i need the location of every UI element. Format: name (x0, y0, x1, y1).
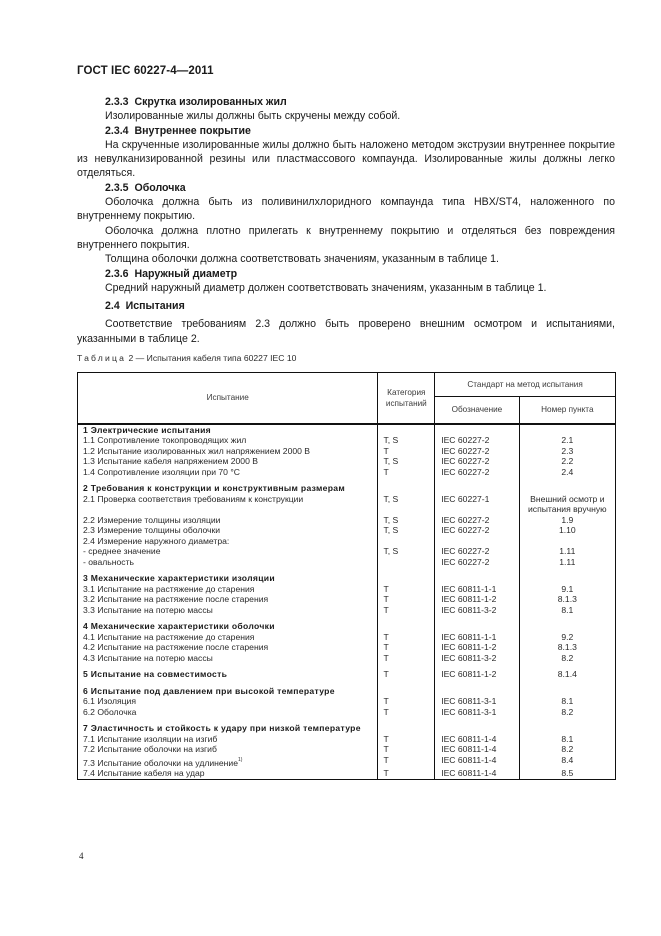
cell-text: 8.1.3 (557, 642, 577, 652)
cell-text: T (383, 744, 389, 754)
cell-text: T (383, 594, 389, 604)
cell-text: 1.3 Испытание кабеля напряжением 2000 В (83, 456, 258, 466)
table-group-row (78, 723, 616, 734)
cell-category (378, 456, 435, 467)
cell-text: 1.1 Сопротивление токопроводящих жил (83, 435, 247, 445)
cell-text: 4 Механические характеристики оболочки (83, 621, 275, 631)
cell-clause (519, 734, 615, 745)
table-row (78, 494, 616, 515)
cell-test (78, 456, 378, 467)
cell-test (78, 642, 378, 653)
cell-text: 2.3 Измерение толщины оболочки (83, 525, 221, 535)
cell-text: 8.4 (561, 754, 574, 765)
cell-test (78, 446, 378, 457)
cell-text: IEC 60227-2 (441, 466, 490, 477)
header-standard: Стандарт на метод испытания (435, 373, 616, 397)
cell-test (78, 525, 378, 536)
cell-category (378, 573, 435, 584)
cell-text: 2.1 (561, 435, 574, 445)
cell-text: 4.2 Испытание на растяжение после старения (83, 642, 269, 652)
cell-category (378, 768, 435, 779)
cell-clause (519, 642, 615, 653)
cell-designation (435, 446, 519, 457)
cell-text: 2.4 (561, 466, 574, 477)
cell-clause (519, 723, 615, 734)
cell-text: - овальность (83, 556, 135, 567)
table-group-row (78, 424, 616, 436)
table-row (78, 594, 616, 605)
cell-clause (519, 755, 615, 769)
table-row (78, 744, 616, 755)
cell-test (78, 573, 378, 584)
cell-category (378, 686, 435, 697)
cell-text: IEC 60811-1-2 (441, 642, 497, 652)
cell-text: IEC 60811-3-1 (441, 706, 497, 717)
cell-text: IEC 60811-1-1 (441, 583, 497, 594)
cell-designation (435, 536, 519, 547)
table-row (78, 696, 616, 707)
cell-designation (435, 686, 519, 697)
cell-test (78, 707, 378, 718)
cell-designation (435, 632, 519, 643)
cell-text: T (383, 445, 389, 456)
cell-category (378, 632, 435, 643)
page-number: 4 (79, 851, 84, 861)
cell-text: IEC 60811-1-2 (441, 594, 497, 604)
cell-text: IEC 60227-2 (441, 546, 490, 556)
cell-clause (519, 494, 615, 515)
table-group-row (78, 686, 616, 697)
table-row (78, 435, 616, 446)
cell-clause (519, 621, 615, 632)
cell-text: 8.5 (561, 768, 574, 778)
cell-text: IEC 60227-2 (441, 514, 490, 525)
section-heading-2-3-4: 2.3.4 Внутреннее покрытие (105, 124, 251, 137)
cell-test (78, 755, 378, 769)
cell-test (78, 734, 378, 745)
cell-text: 9.2 (561, 631, 574, 642)
cell-text: IEC 60811-1-4 (441, 754, 497, 765)
cell-text: 3 Механические характеристики изоляции (83, 573, 275, 583)
cell-clause (519, 557, 615, 568)
table-row (78, 605, 616, 616)
cell-clause (519, 467, 615, 478)
cell-text: 6.1 Изоляция (83, 696, 136, 706)
cell-text: T, S (383, 435, 399, 445)
cell-category (378, 594, 435, 605)
cell-text: IEC 60227-2 (441, 525, 490, 535)
cell-designation (435, 696, 519, 707)
cell-text: - среднее значение (83, 546, 161, 556)
cell-test (78, 653, 378, 664)
table-row (78, 707, 616, 718)
cell-category (378, 669, 435, 680)
cell-text: T, S (383, 493, 399, 504)
cell-clause (519, 456, 615, 467)
cell-test (78, 744, 378, 755)
cell-test (78, 584, 378, 595)
cell-clause (519, 515, 615, 526)
table-row (78, 456, 616, 467)
cell-category (378, 723, 435, 734)
tests-table (77, 372, 616, 780)
cell-designation (435, 707, 519, 718)
cell-text: 2.4 Измерение наружного диаметра: (83, 535, 230, 546)
cell-category (378, 525, 435, 536)
table-row (78, 467, 616, 478)
cell-text: T (383, 706, 389, 717)
cell-test (78, 515, 378, 526)
header-clause: Номер пункта (519, 397, 615, 424)
cell-text: 1.11 (559, 556, 576, 567)
cell-text: 1.9 (561, 514, 574, 525)
footnote-mark: 1) (238, 756, 243, 763)
cell-test (78, 669, 378, 680)
table-row (78, 632, 616, 643)
cell-test (78, 686, 378, 697)
cell-clause (519, 584, 615, 595)
section-heading-2-3-6: 2.3.6 Наружный диаметр (105, 267, 238, 280)
cell-text: 8.2 (561, 652, 574, 663)
cell-text: T (383, 696, 389, 706)
cell-text: 1.4 Сопротивление изоляции при 70 °С (83, 466, 240, 477)
cell-clause (519, 435, 615, 446)
cell-test (78, 546, 378, 557)
cell-clause (519, 768, 615, 779)
table-row (78, 546, 616, 557)
paragraph: Изолированные жилы должны быть скручены между собой. (105, 110, 401, 123)
cell-text: 7.4 Испытание кабеля на удар (83, 768, 205, 778)
cell-text: Внешний осмотр и испытания вручную (527, 493, 607, 514)
cell-text: 7 Эластичность и стойкость к удару при низкой температуре (83, 723, 361, 733)
cell-test (78, 494, 378, 515)
cell-text: 1.2 Испытание изолированных жил напряжением 2000 В (83, 445, 311, 456)
cell-clause (519, 573, 615, 584)
cell-designation (435, 755, 519, 769)
cell-text: IEC 60811-3-2 (441, 652, 497, 663)
cell-clause (519, 696, 615, 707)
cell-category (378, 536, 435, 547)
cell-designation (435, 557, 519, 568)
cell-text: 8.1.4 (557, 669, 577, 679)
cell-text: T (383, 604, 389, 615)
paragraph: Соответствие требованиям 2.3 должно быть проверено внешним осмотром и испытаниями, указанными в таблице 2. (77, 318, 615, 345)
cell-designation (435, 435, 519, 446)
cell-text: 8.2 (561, 744, 574, 754)
cell-text: IEC 60811-1-4 (441, 733, 497, 744)
cell-category (378, 734, 435, 745)
cell-text: T (383, 466, 389, 477)
cell-text: IEC 60811-1-4 (441, 768, 497, 778)
cell-text: T, S (383, 514, 399, 525)
cell-text: 8.1.3 (557, 594, 577, 604)
cell-designation (435, 653, 519, 664)
cell-clause (519, 483, 615, 494)
cell-test (78, 723, 378, 734)
cell-text: IEC 60227-2 (441, 445, 490, 456)
cell-designation (435, 723, 519, 734)
cell-category (378, 446, 435, 457)
cell-designation (435, 467, 519, 478)
cell-designation (435, 744, 519, 755)
table-row (78, 653, 616, 664)
cell-text: IEC 60811-3-1 (441, 696, 497, 706)
table-row (78, 642, 616, 653)
header-category: Категория испытаний (378, 373, 435, 424)
cell-category (378, 467, 435, 478)
table-group-row (78, 573, 616, 584)
table-caption-number: 2 (128, 353, 134, 363)
cell-text: IEC 60227-2 (441, 456, 490, 466)
paragraph: Толщина оболочки должна соответствовать значениям, указанным в таблице 1. (105, 253, 500, 266)
cell-text: T, S (383, 546, 399, 556)
cell-category (378, 653, 435, 664)
table-group-row (78, 483, 616, 494)
cell-designation (435, 546, 519, 557)
cell-test (78, 605, 378, 616)
cell-designation (435, 515, 519, 526)
body-text (77, 95, 615, 346)
cell-text: IEC 60811-1-1 (441, 631, 497, 642)
table-caption-title: — Испытания кабеля типа 60227 IEC 10 (135, 353, 297, 363)
paragraph: На скрученные изолированные жилы должно быть наложено методом экструзии внутреннее покрытие из невулканизированной резины или пластмассового компаунда. Изолированные жилы должны легко отделяться. (77, 138, 615, 180)
cell-category (378, 621, 435, 632)
cell-text: 4.3 Испытание на потерю массы (83, 652, 213, 663)
cell-designation (435, 605, 519, 616)
cell-clause (519, 424, 615, 436)
table-row (78, 734, 616, 745)
cell-text: 9.1 (561, 583, 574, 594)
cell-text: T, S (383, 456, 399, 466)
table-row (78, 536, 616, 547)
cell-designation (435, 456, 519, 467)
table-row (78, 557, 616, 568)
cell-text: 4.1 Испытание на растяжение до старения (83, 631, 255, 642)
cell-designation (435, 734, 519, 745)
cell-clause (519, 546, 615, 557)
cell-clause (519, 446, 615, 457)
cell-text: IEC 60227-1 (441, 493, 490, 504)
cell-designation (435, 594, 519, 605)
table-row (78, 755, 616, 769)
cell-text: IEC 60227-2 (441, 556, 490, 567)
cell-category (378, 605, 435, 616)
cell-text: T (383, 583, 389, 594)
cell-text: 8.1 (561, 604, 574, 615)
cell-test (78, 557, 378, 568)
cell-text: 3.1 Испытание на растяжение до старения (83, 583, 255, 594)
cell-text: T (383, 642, 389, 652)
cell-clause (519, 707, 615, 718)
cell-category (378, 642, 435, 653)
cell-category (378, 515, 435, 526)
cell-test (78, 696, 378, 707)
cell-test (78, 435, 378, 446)
cell-category (378, 707, 435, 718)
cell-designation (435, 768, 519, 779)
section-heading-2-3-5: 2.3.5 Оболочка (105, 181, 186, 194)
cell-designation (435, 424, 519, 436)
table-row (78, 446, 616, 457)
cell-test (78, 594, 378, 605)
section-heading-2-3-3: 2.3.3 Скрутка изолированных жил (105, 96, 287, 108)
cell-test (78, 483, 378, 494)
cell-text: 5 Испытание на совместимость (83, 669, 228, 679)
cell-category (378, 584, 435, 595)
paragraph: Оболочка должна плотно прилегать к внутреннему покрытию и отделяться без повреждения внутреннего покрытия. (77, 224, 615, 251)
cell-text: T (383, 733, 389, 744)
cell-text: 6.2 Оболочка (83, 706, 137, 717)
cell-text: 8.1 (561, 733, 574, 744)
table-row (78, 515, 616, 526)
cell-text: 7.2 Испытание оболочки на изгиб (83, 744, 217, 754)
cell-text: 2 Требования к конструкции и конструктивным размерам (83, 483, 346, 493)
cell-text: IEC 60811-1-2 (441, 669, 497, 679)
cell-clause (519, 594, 615, 605)
cell-test (78, 632, 378, 643)
header-designation: Обозначение (435, 397, 519, 424)
cell-designation (435, 494, 519, 515)
paragraph: Средний наружный диаметр должен соответствовать значениям, указанным в таблице 1. (105, 281, 547, 294)
cell-text: T (383, 669, 389, 679)
cell-clause (519, 605, 615, 616)
paragraph: Оболочка должна быть из поливинилхлоридного компаунда типа HBX/ST4, наложенного по внутреннему покрытию. (77, 196, 615, 223)
cell-text: 2.3 (561, 445, 574, 456)
cell-text: T (383, 754, 389, 765)
cell-text: IEC 60811-3-2 (441, 604, 497, 615)
cell-text: 8.2 (561, 706, 574, 717)
cell-text: 2.1 Проверка соответствия требованиям к конструкции (83, 493, 304, 504)
cell-text: 1 Электрические испытания (83, 424, 211, 435)
cell-category (378, 435, 435, 446)
table-row (78, 525, 616, 536)
cell-designation (435, 669, 519, 680)
header-test: Испытание (78, 373, 378, 424)
cell-text: 7.1 Испытание изоляции на изгиб (83, 733, 218, 744)
cell-designation (435, 483, 519, 494)
cell-text: 6 Испытание под давлением при высокой температуре (83, 685, 335, 696)
cell-text: T, S (383, 525, 399, 535)
cell-category (378, 494, 435, 515)
cell-test (78, 424, 378, 436)
section-heading-2-4: 2.4 Испытания (105, 300, 185, 313)
cell-clause (519, 536, 615, 547)
table-row (78, 768, 616, 779)
document-id-header: ГОСТ IEC 60227-4—2011 (77, 65, 214, 77)
table-group-row (78, 621, 616, 632)
cell-category (378, 755, 435, 769)
cell-test (78, 467, 378, 478)
table-group-row (78, 669, 616, 680)
cell-text: 1.11 (559, 546, 576, 556)
cell-category (378, 546, 435, 557)
cell-category (378, 424, 435, 436)
table-caption (77, 353, 296, 363)
table-body (78, 424, 616, 780)
cell-designation (435, 573, 519, 584)
cell-designation (435, 642, 519, 653)
cell-clause (519, 669, 615, 680)
cell-text: 2.2 (561, 456, 574, 466)
cell-designation (435, 525, 519, 536)
cell-clause (519, 686, 615, 697)
cell-test (78, 768, 378, 779)
cell-text: 3.3 Испытание на потерю массы (83, 604, 213, 615)
cell-text: 7.3 Испытание оболочки на удлинение (83, 757, 238, 768)
cell-clause (519, 525, 615, 536)
table-caption-label: Таблица (77, 353, 127, 363)
cell-text: IEC 60227-2 (441, 435, 490, 445)
cell-clause (519, 744, 615, 755)
cell-test (78, 536, 378, 547)
cell-category (378, 696, 435, 707)
cell-designation (435, 584, 519, 595)
table-row (78, 584, 616, 595)
cell-category (378, 483, 435, 494)
cell-text: T (383, 768, 389, 778)
cell-category (378, 557, 435, 568)
cell-test (78, 621, 378, 632)
cell-text: 2.2 Измерение толщины изоляции (83, 514, 221, 525)
cell-clause (519, 632, 615, 643)
cell-designation (435, 621, 519, 632)
cell-text: 3.2 Испытание на растяжение после старения (83, 594, 269, 604)
cell-text: IEC 60811-1-4 (441, 744, 497, 754)
cell-text: T (383, 652, 389, 663)
cell-clause (519, 653, 615, 664)
cell-text: 8.1 (561, 696, 574, 706)
cell-text: T (383, 631, 389, 642)
cell-category (378, 744, 435, 755)
cell-text: 1.10 (558, 525, 576, 535)
